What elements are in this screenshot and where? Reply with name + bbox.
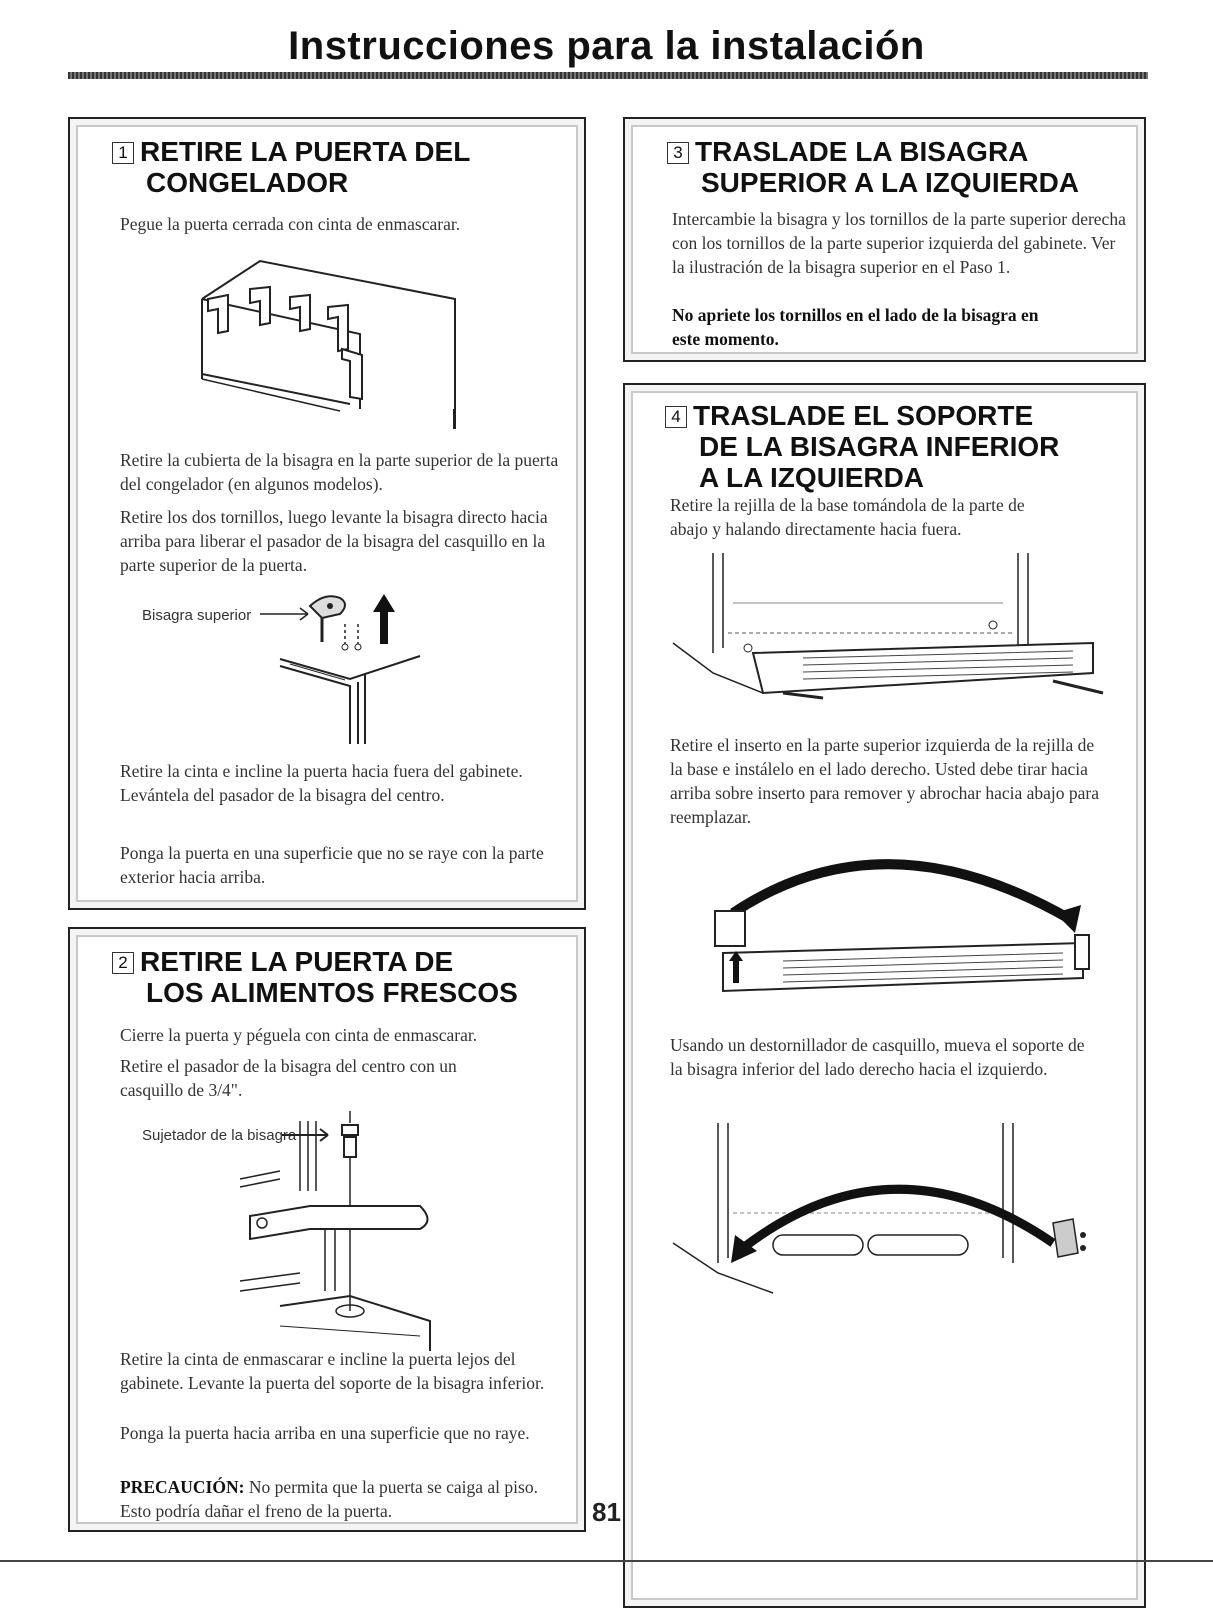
- step2-heading-line2: LOS ALIMENTOS FRESCOS: [146, 977, 518, 1008]
- step3-heading-line1: TRASLADE LA BISAGRA: [695, 136, 1029, 167]
- step1-p2: Retire la cubierta de la bisagra en la parte superior de la puerta del congelador (en algunos modelos).: [120, 450, 559, 494]
- step2-p3: Retire la cinta de enmascarar e incline la puerta lejos del gabinete. Levante la puerta del soporte de la bisagra inferior.: [120, 1349, 545, 1393]
- step2-p2: Retire el pasador de la bisagra del centro con un casquillo de 3/4".: [120, 1056, 457, 1100]
- step1-p4: Retire la cinta e incline la puerta hacia fuera del gabinete. Levántela del pasador de la bisagra del centro.: [120, 761, 523, 805]
- step1-p5: Ponga la puerta en una superficie que no se raye con la parte exterior hacia arriba.: [120, 843, 544, 887]
- step2-p1: Cierre la puerta y péguela con cinta de enmascarar.: [120, 1025, 478, 1045]
- step3-p1: Intercambie la bisagra y los tornillos de la parte superior derecha con los tornillos de la parte superior izquierda del gabinete. Ver la ilustración de la bisagra superior en el Paso 1.: [672, 209, 1126, 277]
- step2-p4: Ponga la puerta hacia arriba en una superficie que no raye.: [120, 1423, 530, 1443]
- step2-heading: [112, 946, 518, 1008]
- step4-heading-line1: TRASLADE EL SOPORTE: [693, 400, 1034, 431]
- bottom-rule: [0, 1560, 1213, 1562]
- step4-heading-line2: DE LA BISAGRA INFERIOR: [699, 431, 1060, 462]
- step3-number: 3: [667, 142, 689, 164]
- top-hinge-illustration: [270, 584, 470, 744]
- center-hinge-illustration: [220, 1111, 450, 1351]
- step1-heading-line1: RETIRE LA PUERTA DEL: [140, 136, 471, 167]
- step1-p1: Pegue la puerta cerrada con cinta de enmascarar.: [120, 214, 461, 234]
- step2-heading-line1: RETIRE LA PUERTA DE: [140, 946, 454, 977]
- grille-insert-illustration: [703, 843, 1123, 1003]
- step2-caution-text: No permita que la puerta se caiga al piso. Esto podría dañar el freno de la puerta.: [120, 1477, 538, 1521]
- step3-heading: [667, 136, 1079, 198]
- step3-panel: [623, 117, 1146, 362]
- step1-heading-line2: CONGELADOR: [146, 167, 349, 198]
- base-grille-illustration: [673, 553, 1103, 723]
- step1-p3: Retire los dos tornillos, luego levante la bisagra directo hacia arriba para liberar el pasador de la bisagra del casquillo en la parte superior de la puerta.: [120, 507, 548, 575]
- step1-heading: [112, 136, 470, 198]
- title-rule: [68, 72, 1148, 79]
- step2-caption: Sujetador de la bisagra: [142, 1127, 297, 1144]
- bottom-hinge-illustration: [673, 1123, 1113, 1293]
- step4-p2: Retire el inserto en la parte superior izquierda de la rejilla de la base e instálelo en el lado derecho. Usted debe tirar hacia arriba sobre inserto para remover y abrochar hacia abajo para reemplazar.: [670, 735, 1100, 827]
- step2-panel: [68, 927, 586, 1532]
- step2-number: 2: [112, 952, 134, 974]
- step2-p5: [120, 1475, 570, 1523]
- step1-caption: Bisagra superior: [142, 607, 252, 624]
- step1-panel: [68, 117, 586, 910]
- step4-heading-line3: A LA IZQUIERDA: [699, 462, 925, 493]
- step4-p1: Retire la rejilla de la base tomándola de la parte de abajo y halando directamente hacia fuera.: [670, 495, 1025, 539]
- page-title: Instrucciones para la instalación: [288, 24, 925, 68]
- step4-heading: [665, 400, 1059, 493]
- step2-caution-label: PRECAUCIÓN:: [120, 1477, 245, 1497]
- step4-content: [623, 383, 1146, 1608]
- page-number: 81: [592, 1497, 621, 1527]
- freezer-door-illustration: [200, 259, 460, 429]
- step1-number: 1: [112, 142, 134, 164]
- step3-heading-line2: SUPERIOR A LA IZQUIERDA: [701, 167, 1080, 198]
- step3-p2: No apriete los tornillos en el lado de la bisagra en este momento.: [672, 305, 1039, 349]
- step4-number: 4: [665, 406, 687, 428]
- step4-p3: Usando un destornillador de casquillo, mueva el soporte de la bisagra inferior del lado derecho hacia el izquierdo.: [670, 1035, 1085, 1079]
